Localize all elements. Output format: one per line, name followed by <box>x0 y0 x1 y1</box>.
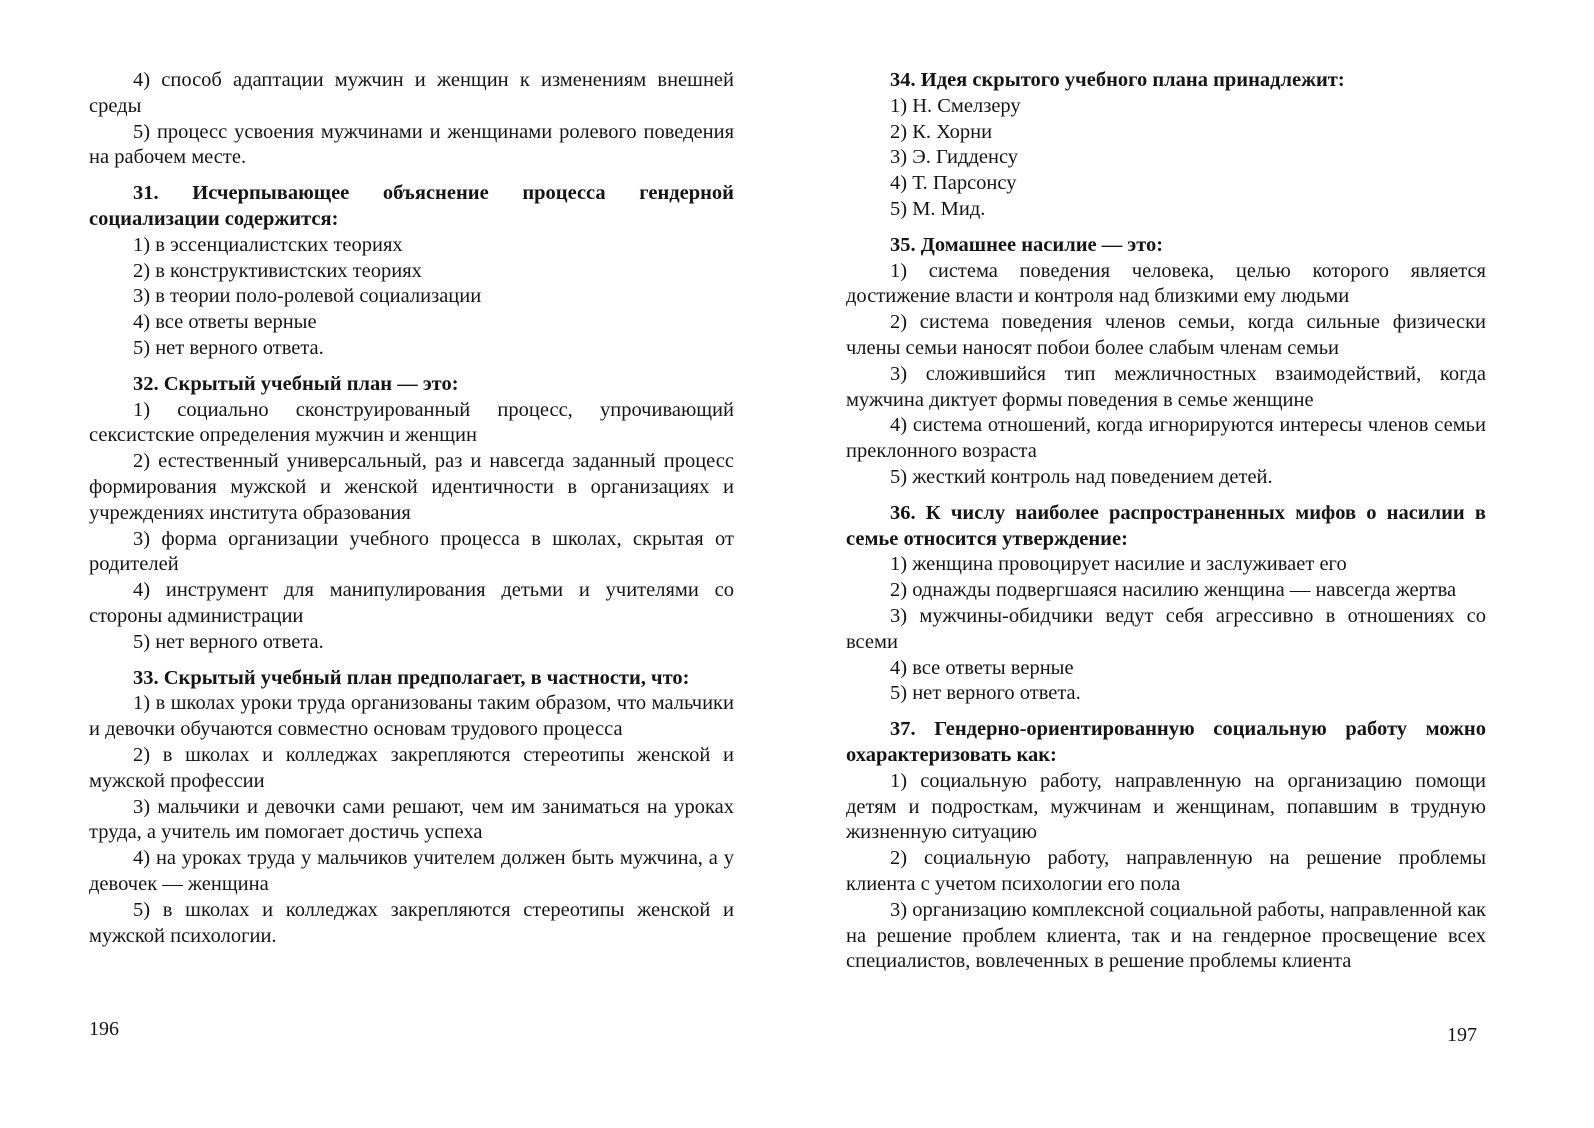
answer-option: 4) все ответы верные <box>890 656 1074 679</box>
answer-option: 3) мальчики и девочки сами решают, чем им заниматься на уроках труда, а учитель им помогает достичь успеха <box>89 795 734 844</box>
continuation-line: 5) процесс усвоения мужчинами и женщинами ролевого поведения на рабочем месте. <box>89 120 734 169</box>
question-title: 34. Идея скрытого учебного плана принадлежит: <box>890 69 1345 91</box>
answer-option: 1) женщина провоцирует насилие и заслуживает его <box>890 553 1347 576</box>
answer-option: 3) форма организации учебного процесса в школах, скрытая от родителей <box>89 527 734 576</box>
question-32 <box>89 372 734 656</box>
answer-option: 2) К. Хорни <box>890 120 993 143</box>
answer-option: 5) нет верного ответа. <box>133 336 324 359</box>
answer-option: 1) Н. Смелзеру <box>890 94 1021 117</box>
answer-option: 4) на уроках труда у мальчиков учителем должен быть мужчина, а у девочек — женщина <box>89 847 734 895</box>
question-35 <box>846 233 1486 491</box>
answer-option: 3) мужчины-обидчики ведут себя агрессивно в отношениях со всеми <box>846 604 1486 653</box>
answer-option: 1) социальную работу, направленную на организацию помощи детям и подросткам, мужчинам и женщинам, попавшим в трудную жизненную ситуацию <box>846 769 1486 844</box>
answer-option: 5) нет верного ответа. <box>890 682 1081 705</box>
answer-option: 3) Э. Гидденсу <box>890 146 1019 169</box>
answer-option: 5) М. Мид. <box>890 197 986 220</box>
answer-option: 2) однажды подвергшаяся насилию женщина — навсегда жертва <box>890 579 1457 602</box>
question-title: 37. Гендерно-ориентированную социальную работу можно охарактеризовать как: <box>846 718 1486 766</box>
answer-option: 3) организацию комплексной социальной работы, направленной как на решение проблем клиента, так и на гендерное просвещение всех специалистов, вовлеченных в решение проблемы клиента <box>846 898 1486 973</box>
question-33 <box>89 666 734 950</box>
question-36 <box>846 501 1486 707</box>
answer-option: 5) нет верного ответа. <box>133 630 324 653</box>
answer-option: 5) жесткий контроль над поведением детей. <box>890 465 1273 488</box>
question-title: 35. Домашнее насилие — это: <box>890 233 1164 256</box>
answer-option: 2) в конструктивистских теориях <box>133 259 422 282</box>
question-title: 31. Исчерпывающее объяснение процесса гендерной социализации содержится: <box>89 182 734 230</box>
answer-option: 4) система отношений, когда игнорируются интересы членов семьи преклонного возраста <box>846 414 1486 463</box>
answer-option: 2) в школах и колледжах закрепляются стереотипы женской и мужской профессии <box>89 743 734 792</box>
continuation-block <box>89 68 734 171</box>
answer-option: 3) в теории поло-ролевой социализации <box>133 285 482 308</box>
answer-option: 3) сложившийся тип межличностных взаимодействий, когда мужчина диктует формы поведения в семье женщине <box>846 362 1486 411</box>
question-title: 33. Скрытый учебный план предполагает, в частности, что: <box>133 666 690 689</box>
answer-option: 1) в школах уроки труда организованы таким образом, что мальчики и девочки обучаются совместно основам трудового процесса <box>89 692 734 741</box>
right-page <box>846 68 1486 975</box>
left-page <box>89 68 734 949</box>
answer-option: 2) система поведения членов семьи, когда сильные физически члены семьи наносят побои более слабым членам семьи <box>846 311 1486 359</box>
answer-option: 4) Т. Парсонсу <box>890 172 1017 195</box>
question-title: 36. К числу наиболее распространенных мифов о насилии в семье относится утверждение: <box>846 501 1486 550</box>
answer-option: 4) инструмент для манипулирования детьми и учителями со стороны администрации <box>89 579 734 627</box>
page-number-left: 196 <box>89 1018 119 1040</box>
question-37 <box>846 717 1486 975</box>
question-title: 32. Скрытый учебный план — это: <box>133 372 459 395</box>
answer-option: 4) все ответы верные <box>133 311 317 334</box>
answer-option: 1) система поведения человека, целью которого является достижение власти и контроля над близкими ему людьми <box>846 259 1486 308</box>
page-number-right: 197 <box>1447 1024 1477 1046</box>
answer-option: 1) в эссенциалистских теориях <box>133 233 403 256</box>
answer-option: 2) естественный универсальный, раз и навсегда заданный процесс формирования мужской и женской идентичности в организациях и учреждениях института образования <box>89 450 734 524</box>
question-34 <box>846 68 1486 223</box>
answer-option: 5) в школах и колледжах закрепляются стереотипы женской и мужской психологии. <box>89 898 734 947</box>
question-31 <box>89 181 734 362</box>
answer-option: 1) социально сконструированный процесс, упрочивающий сексистские определения мужчин и женщин <box>89 398 734 447</box>
continuation-line: 4) способ адаптации мужчин и женщин к изменениям внешней среды <box>89 69 734 117</box>
answer-option: 2) социальную работу, направленную на решение проблемы клиента с учетом психологии его пола <box>846 847 1486 895</box>
